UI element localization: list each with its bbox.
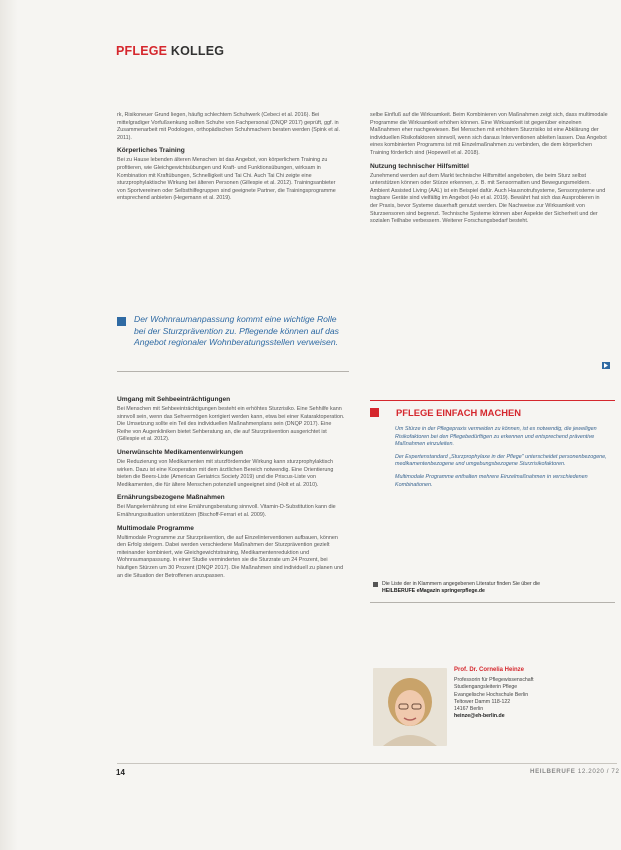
- issue-number: 12.2020 / 72: [577, 768, 620, 775]
- heading-hilfsmittel: Nutzung technischer Hilfsmittel: [370, 162, 469, 170]
- continued-paragraph: selbe Einfluß auf die Wirksamkeit. Beim Kombinieren von Maßnahmen zeigt sich, dass multimodale Programme die Wirksamkeit erhöhen können. Eine Wirksamkeit ist gegenüber einzelnen Maßnahmen eher nachgewiesen. Bei Menschen mit erhöhtem Sturzrisiko ist eine Abklärung der individuellen Risikofaktoren sinnvoll, wenn sich daraus Interventionen ableiten lassen. Das Angebot eines kombinierten Programms ist mit Einzelmaßnahmen zu verbinden, die dem körperlichen Training förderlich sind (Hopewell et al. 2018).: [370, 112, 608, 156]
- section-brand: [116, 44, 224, 58]
- end-arrow-icon: [602, 362, 610, 369]
- right-column: [370, 112, 608, 231]
- heading-multimodal: Multimodale Programme: [117, 524, 194, 532]
- box-paragraph-1: Um Stürze in der Pflegepraxis vermeiden zu können, ist es notwendig, die jeweiligen Risikofaktoren bei den Pflegebedürftigen zu erkennen und entsprechend präventive Maßnahmen einzuleiten.: [395, 426, 597, 448]
- heading-medikamente: Unerwünschte Medikamentenwirkungen: [117, 448, 244, 456]
- author-line-3: Evangelische Hochschule Berlin: [454, 691, 529, 698]
- author-line-1: Professorin für Pflegewissenschaft: [454, 677, 534, 684]
- multimodal-paragraph: Multimodale Programme zur Sturzprävention, die auf Einzelinterventionen aufbauen, können den Erfolg steigern. Dabei werden verschiedene Maßnahmen der Sturzprävention gezielt miteinander kombiniert, wie Gleichgewichtstraining, Medikamentenreduktion und Wohnraumanpassung. In einer Studie verminderten sie die Sturzrate um 24 Prozent, bei häufigen Stürzen um 30 Prozent (DNQP 2017). Die Maßnahmen sind individuell zu planen und an die Situation der Betroffenen anzupassen.: [117, 534, 344, 579]
- box-top-rule: [370, 400, 615, 401]
- quote-divider: [117, 371, 349, 372]
- info-box-heading: PFLEGE EINFACH MACHEN: [396, 407, 522, 418]
- heading-koerperliches-training: Körperliches Training: [117, 147, 185, 155]
- pull-quote-text: Der Wohnraumanpassung kommt eine wichtige Rolle bei der Sturzprävention zu. Pflegende können auf das Angebot regionaler Wohnberatungsstellen verweisen.: [134, 314, 339, 347]
- author-divider: [370, 602, 615, 603]
- brand-pflege: PFLEGE: [116, 44, 168, 58]
- author-photo: [373, 668, 447, 746]
- author-name: Prof. Dr. Cornelia Heinze: [454, 667, 525, 673]
- box-marker-icon: [370, 408, 379, 417]
- intro-paragraph: rk, Risikoneuer Grund liegen, häufig schlechtem Schuhwerk (Cebeci et al. 2016). Bei mittelgradiger Vorfußsenkung sollten Schuhe von Fachpersonal (DNQP 2017) geprüft, ggf. in Zusammenarbeit mit Podologen, orthopädischen Schuhmachern beraten werden (Spink et al. 2011).: [117, 112, 340, 141]
- left-column: [117, 112, 345, 208]
- portrait-image: [373, 668, 447, 746]
- training-paragraph: Bei zu Hause lebenden älteren Menschen ist das Angebot, von körperlichem Training zu profitieren, wie Gleichgewichtsübungen und Kraft- und Funktionsübungen, wirksam in Kombination mit Kraftübungen, Schnelligkeit und Tai Chi. Auch Tai Chi zeigte eine sturzprophylaktische Wirkung bei älteren Personen (Gillespie et al. 2012). Trainingsanbieter von Sportvereinen oder Selbsthilfegruppen sind geeignete Partner, die Trainingsprogramme entsprechend anbieten (Hegemann et al. 2019).: [117, 157, 336, 202]
- literature-link[interactable]: HEILBERUFE eMagazin springerpflege.de: [382, 588, 485, 594]
- author-email[interactable]: heinze@eh-berlin.de: [454, 713, 505, 720]
- brand-kolleg: KOLLEG: [170, 44, 225, 58]
- seh-paragraph: Bei Menschen mit Sehbeeinträchtigungen besteht ein erhöhtes Sturzrisiko. Eine Sehhilfe kann sinnvoll sein, wenn das Sehvermögen korrigiert werden kann, etwa bei einer Kataraktoperation. Die Umsetzung sollte ein Teil des individuellen Maßnahmenplans sein (DNQP 2017). Eine Reihe von Augenkliniken bietet Sehberatung an, die auf Sturzprävention ausgerichtet ist (Gillespie et al. 2012).: [117, 406, 345, 443]
- hilfsmittel-paragraph: Zunehmend werden auf dem Markt technische Hilfsmittel angeboten, die beim Sturz selbst unterstützen können oder Stürze erkennen, z. B. mit Sensormatten und Bewegungsmeldern. Ambient Assisted Living (AAL) ist ein Beispiel dafür. Auch Hausnotrufsysteme, Sensorsysteme und tragbare Geräte sind vielfältig im Angebot (Ho et al. 2019). Bewährt hat sich das Ausprobieren in der Praxis, bevor Systeme dauerhaft genutzt werden. Die Nachweise zur Wirksamkeit von Sturzsensoren sind begrenzt. Technische Systeme können aber Aspekte der Sicherheit und der sozialen Teilhabe verbessern. Weiterer Forschungsbedarf besteht.: [370, 172, 606, 225]
- info-box-body: [395, 426, 610, 494]
- quote-marker-icon: [117, 317, 126, 326]
- author-line-2: Studiengangsleiterin Pflege: [454, 684, 518, 691]
- literature-text: Die Liste der in Klammern angegebenen Literatur finden Sie über die: [382, 581, 541, 587]
- heading-ernaehrung: Ernährungsbezogene Maßnahmen: [117, 494, 225, 502]
- heading-sehbeeintraechtigungen: Umgang mit Sehbeeinträchtigungen: [117, 396, 231, 403]
- author-info: [454, 667, 614, 720]
- magazine-name: HEILBERUFE: [530, 768, 576, 775]
- box-paragraph-2: Der Expertenstandard „Sturzprophylaxe in der Pflege" unterscheidet personenbezogene, medikamentenbezogene und umgebungsbezogene Sturzrisikofaktoren.: [395, 453, 607, 468]
- page-fold-shadow: [0, 0, 18, 850]
- ernaehrung-paragraph: Bei Mangelernährung ist eine Ernährungsberatung sinnvoll. Vitamin-D-Substitution kann die Ernährungssituation unterstützen (Bischoff-Ferrari et al. 2009).: [117, 504, 336, 518]
- note-marker-icon: [373, 582, 378, 587]
- magazine-issue: [530, 768, 619, 775]
- footer-rule: [117, 763, 617, 764]
- author-line-4: Teltower Damm 118-122: [454, 698, 511, 705]
- author-line-5: 14167 Berlin: [454, 706, 484, 713]
- left-column-lower: [117, 392, 345, 585]
- medikamente-paragraph: Die Reduzierung von Medikamenten mit sturzfördernder Wirkung kann sturzprophylaktisch wirken. Dazu ist eine Kooperation mit dem ärztlichen Bereich notwendig. Eine Orientierung bieten die Beers-Liste (American Geriatrics Society 2019) und die Priscus-Liste von Medikamenten, die für ältere Menschen potenziell ungeeignet sind (Holt et al. 2010).: [117, 458, 334, 488]
- box-paragraph-3: Multimodale Programme enthalten mehrere Einzelmaßnahmen in verschiedenen Kombinationen.: [395, 473, 588, 488]
- page-number: 14: [116, 768, 125, 777]
